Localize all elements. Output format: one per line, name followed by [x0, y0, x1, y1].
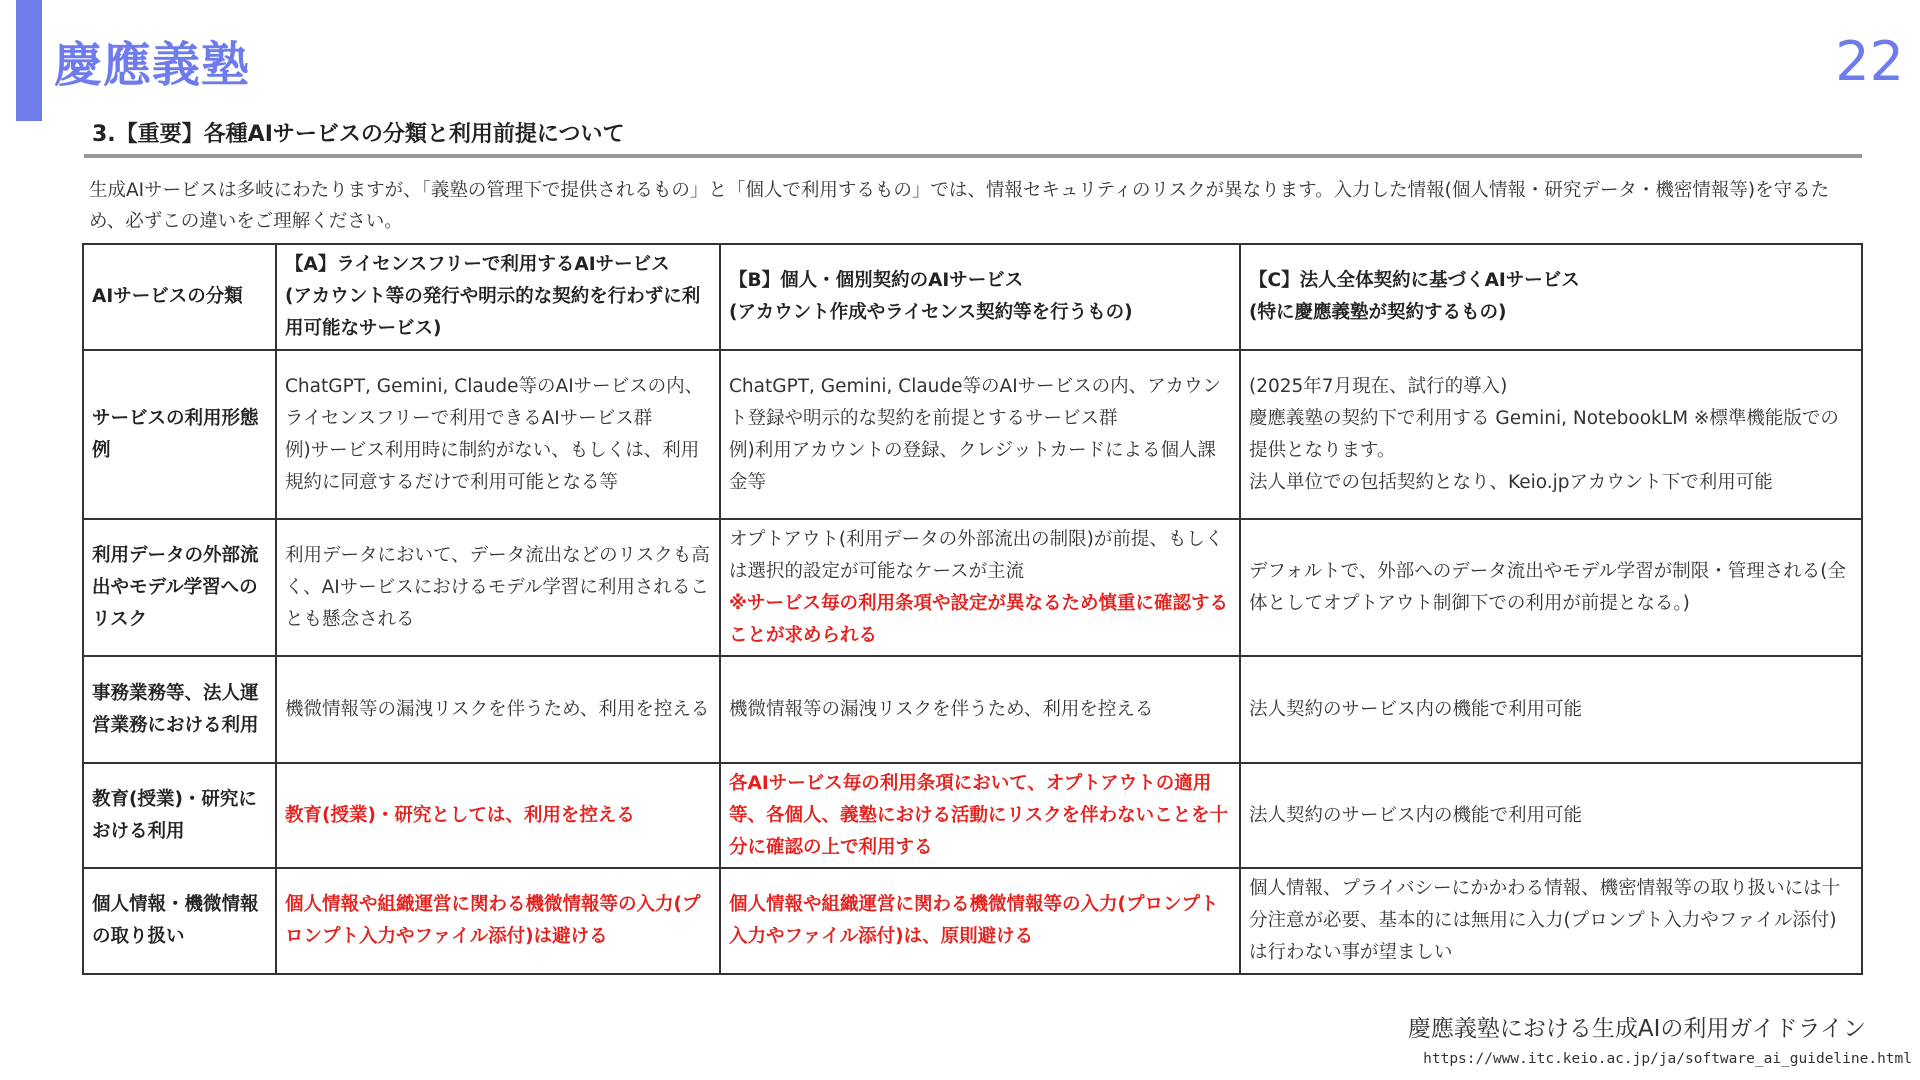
- row-label-personal: [83, 868, 276, 974]
- warning-note: ※サービス毎の利用条項や設定が異なるため慎重に確認することが求められる: [729, 592, 1228, 646]
- footer-source-title: 慶應義塾における生成AIの利用ガイドライン: [1407, 1016, 1866, 1042]
- page-number: 22: [1835, 30, 1904, 93]
- row-label-text: サービスの利用形態例: [92, 407, 259, 461]
- cell-text: 法人契約のサービス内の機能で利用可能: [1249, 804, 1583, 826]
- cell-text: 機微情報等の漏洩リスクを伴うため、利用を控える: [729, 698, 1154, 720]
- table-header-row: [83, 244, 1862, 350]
- header-label: AIサービスの分類: [92, 286, 243, 307]
- table-row: [83, 350, 1862, 519]
- cell-risk-b: [720, 519, 1240, 656]
- header-cell-c: [1240, 244, 1862, 350]
- header-a-subtitle: (アカウント等の発行や明示的な契約を行わずに利用可能なサービス): [285, 286, 701, 339]
- cell-text: (2025年7月現在、試行的導入): [1249, 375, 1508, 397]
- cell-text: オプトアウト(利用データの外部流出の制限)が前提、もしくは選択的設定が可能なケースが主流: [729, 528, 1224, 582]
- brand-title: 慶應義塾: [54, 37, 251, 93]
- cell-text: 個人情報、プライバシーにかかわる情報、機密情報等の取り扱いには十分注意が必要、基本的には無用に入力(プロンプト入力やファイル添付)は行わない事が望ましい: [1249, 878, 1841, 963]
- cell-admin-a: [276, 656, 720, 763]
- cell-usage-c: [1240, 350, 1862, 519]
- header-cell-a: [276, 244, 720, 350]
- table-row: [83, 656, 1862, 763]
- row-label-admin: [83, 656, 276, 763]
- cell-personal-a: [276, 868, 720, 974]
- ai-service-classification-table: [82, 243, 1863, 975]
- header-c-title: 【C】法人全体契約に基づくAIサービス: [1249, 270, 1580, 291]
- row-label-text: 教育(授業)・研究における利用: [92, 788, 257, 842]
- table-row: [83, 519, 1862, 656]
- table-row: [83, 868, 1862, 974]
- row-label-risk: [83, 519, 276, 656]
- cell-text: ChatGPT, Gemini, Claude等のAIサービスの内、アカウント登録や明示的な契約を前提とするサービス群: [729, 375, 1221, 429]
- header-c-subtitle: (特に慶應義塾が契約するもの): [1249, 302, 1507, 323]
- cell-education-b: [720, 763, 1240, 868]
- cell-text: デフォルトで、外部へのデータ流出やモデル学習が制限・管理される(全体としてオプトアウト制御下での利用が前提となる。): [1249, 560, 1847, 614]
- row-label-text: 事務業務等、法人運営業務における利用: [92, 682, 259, 736]
- intro-paragraph: 生成AIサービスは多岐にわたりますが、「義塾の管理下で提供されるもの」と「個人で利用するもの」では、情報セキュリティのリスクが異なります。入力した情報(個人情報・研究データ・機密情報等)を守るため、必ずこの違いをご理解ください。: [89, 180, 1830, 232]
- table-row: [83, 763, 1862, 868]
- section-title: 3.【重要】各種AIサービスの分類と利用前提について: [92, 122, 625, 147]
- cell-admin-b: [720, 656, 1240, 763]
- cell-text: 例)利用アカウントの登録、クレジットカードによる個人課金等: [729, 439, 1217, 493]
- cell-usage-a: [276, 350, 720, 519]
- cell-risk-c: [1240, 519, 1862, 656]
- cell-personal-b: [720, 868, 1240, 974]
- cell-text: 慶應義塾の契約下で利用する Gemini, NotebookLM ※標準機能版での提供となります。: [1249, 407, 1839, 461]
- header-label-cell: [83, 244, 276, 350]
- warning-note: 個人情報や組織運営に関わる機微情報等の入力(プロンプト入力やファイル添付)は避ける: [285, 894, 701, 947]
- cell-admin-c: [1240, 656, 1862, 763]
- title-divider: [84, 154, 1862, 158]
- cell-personal-c: [1240, 868, 1862, 974]
- cell-usage-b: [720, 350, 1240, 519]
- row-label-text: 個人情報・機微情報の取り扱い: [92, 894, 259, 947]
- cell-text: 法人単位での包括契約となり、Keio.jpアカウント下で利用可能: [1249, 471, 1773, 493]
- warning-note: 教育(授業)・研究としては、利用を控える: [285, 804, 635, 826]
- cell-education-c: [1240, 763, 1862, 868]
- header-cell-b: [720, 244, 1240, 350]
- accent-bar: [16, 0, 42, 121]
- cell-text: 利用データにおいて、データ流出などのリスクも高く、AIサービスにおけるモデル学習に利用されることも懸念される: [285, 544, 710, 630]
- cell-risk-a: [276, 519, 720, 656]
- warning-note: 個人情報や組織運営に関わる機微情報等の入力(プロンプト入力やファイル添付)は、原則避ける: [729, 894, 1219, 947]
- header-b-title: 【B】個人・個別契約のAIサービス: [729, 270, 1024, 291]
- cell-text: 機微情報等の漏洩リスクを伴うため、利用を控える: [285, 698, 710, 720]
- cell-text: 例)サービス利用時に制約がない、もしくは、利用規約に同意するだけで利用可能となる等: [285, 439, 700, 493]
- row-label-text: 利用データの外部流出やモデル学習へのリスク: [92, 544, 259, 630]
- row-label-education: [83, 763, 276, 868]
- header-b-subtitle: (アカウント作成やライセンス契約等を行うもの): [729, 302, 1133, 323]
- cell-education-a: [276, 763, 720, 868]
- cell-text: 法人契約のサービス内の機能で利用可能: [1249, 698, 1583, 720]
- row-label-usage: [83, 350, 276, 519]
- warning-note: 各AIサービス毎の利用条項において、オプトアウトの適用等、各個人、義塾における活動にリスクを伴わないことを十分に確認の上で利用する: [729, 772, 1229, 858]
- header-a-title: 【A】ライセンスフリーで利用するAIサービス: [285, 254, 670, 275]
- cell-text: ChatGPT, Gemini, Claude等のAIサービスの内、ライセンスフリーで利用できるAIサービス群: [285, 375, 704, 429]
- footer-source-url: https://www.itc.keio.ac.jp/ja/software_ai_guideline.html: [1423, 1051, 1912, 1067]
